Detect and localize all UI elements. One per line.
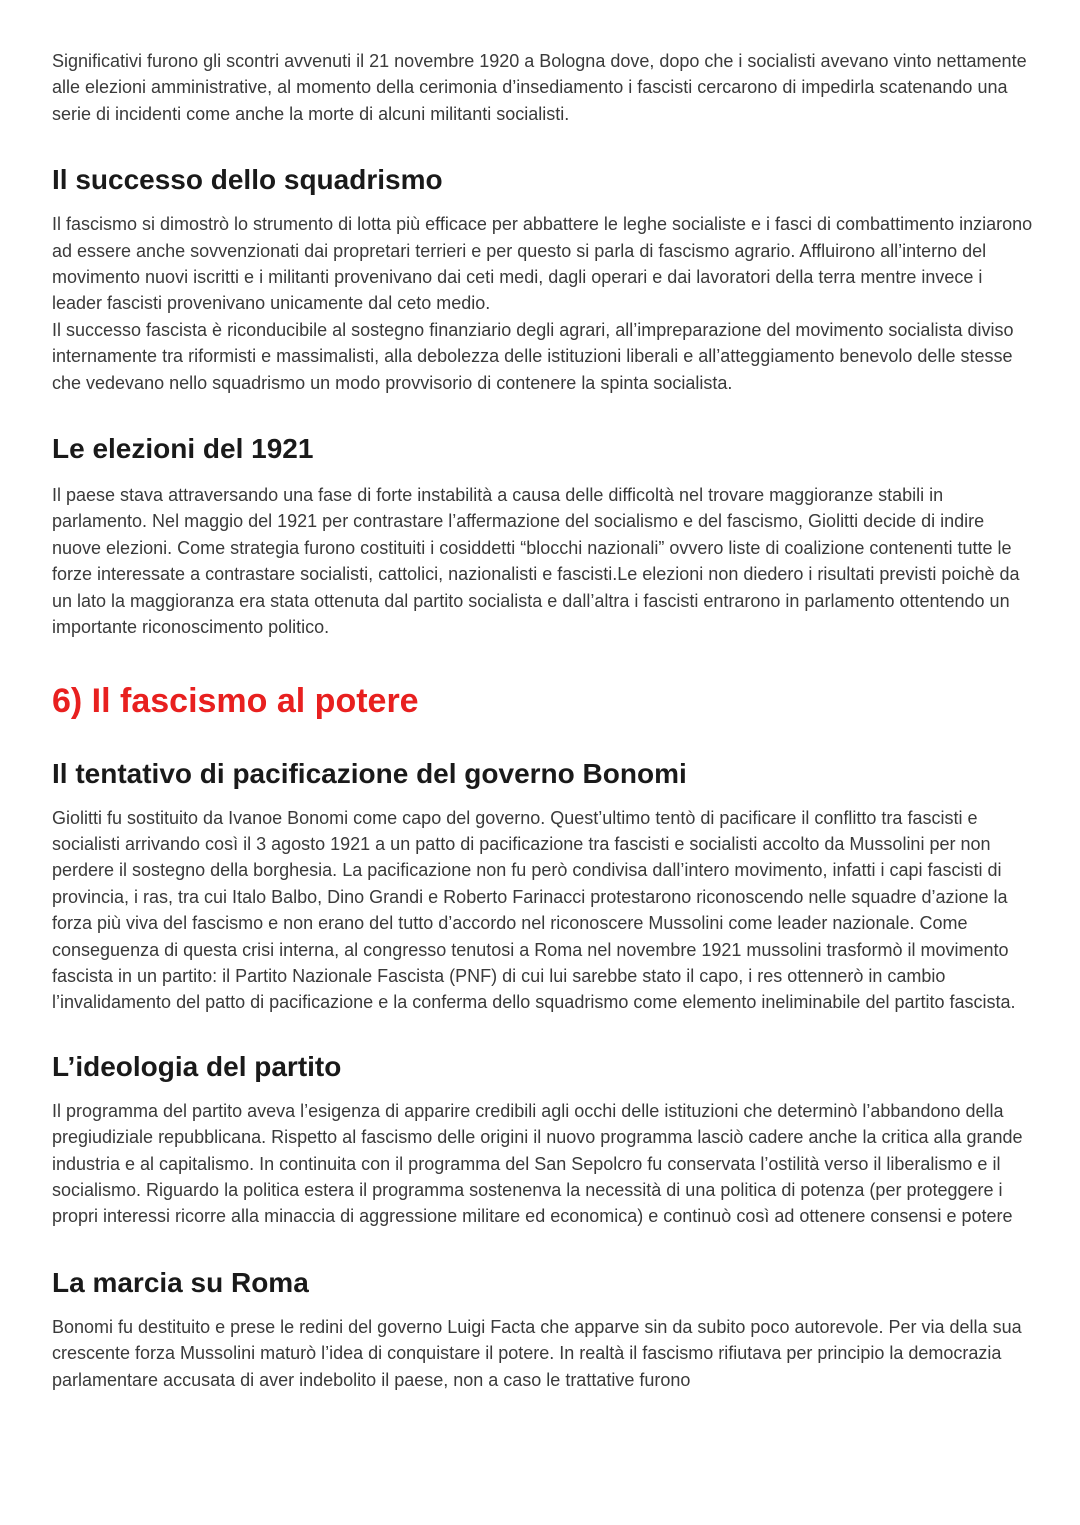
intro-paragraph: Significativi furono gli scontri avvenuti il 21 novembre 1920 a Bologna dove, dopo che i socialisti avevano vinto nettamente alle elezioni amministrative, al momento della cerimonia d’insediamento i fascisti cercarono di impedirla scatenando una serie di incidenti come anche la morte di alcuni militanti socialisti. <box>52 51 1027 124</box>
heading-successo-squadrismo: Il successo dello squadrismo <box>52 164 443 196</box>
chapter-heading: 6) Il fascismo al potere <box>52 681 419 720</box>
heading-marcia-su-roma: La marcia su Roma <box>52 1266 309 1298</box>
heading-governo-bonomi: Il tentativo di pacificazione del governo Bonomi <box>52 757 687 789</box>
elezioni-paragraph: Il paese stava attraversando una fase di forte instabilità a causa delle difficoltà nel trovare maggioranze stabili in parlamento. Nel maggio del 1921 per contrastare l’affermazione del socialismo e del fascismo, Giolitti decide di indire nuove elezioni. Come strategia furono costituiti i cosiddetti “blocchi nazionali” ovvero liste di coalizione contenenti tutte le forze interessate a contrastare socialisti, cattolici, nazionalisti e fascisti.Le elezioni non diedero i risultati previsti poichè da un lato la maggioranza era stata ottenuta dal partito socialista e dall’altra i fascisti entrarono in parlamento ottentendo un importante riconoscimento politico. <box>52 485 1020 638</box>
squadrismo-paragraph-1: Il fascismo si dimostrò lo strumento di lotta più efficace per abbattere le leghe socialiste e i fasci di combattimento inziarono ad essere anche sovvenzionati dai propretari terrieri e per questo si parla di fascismo agrario. Affluirono all’interno del movimento nuovi iscritti e i militanti provenivano dai ceti medi, dagli operari e dai lavoratori della terra mentre invece i leader fascisti provenivano unicamente dal ceto medio. <box>52 214 1033 314</box>
heading-ideologia-partito: L’ideologia del partito <box>52 1050 342 1082</box>
ideologia-paragraph: Il programma del partito aveva l’esigenza di apparire credibili agli occhi delle istituzioni che determinò l’abbandono della pregiudiziale repubblicana. Rispetto al fascismo delle origini il nuovo programma lasciò cadere anche la critica alla grande industria e al capitalismo. In continuita con il programma del San Sepolcro fu conservata l’ostilità verso il liberalismo e il socialismo. Riguardo la politica estera il programma sostenenva la necessità di una politica di potenza (per proteggere i propri interessi ricorre alla minaccia di aggressione militare ed economica) e continuò così ad ottenere consensi e potere <box>52 1100 1023 1227</box>
squadrismo-paragraph-2: Il successo fascista è riconducibile al sostegno finanziario degli agrari, all’impreparazione del movimento socialista diviso internamente tra riformisti e massimalisti, alla debolezza delle istituzioni liberali e all’atteggiamento benevolo delle stesse che vedevano nello squadrismo un modo provvisorio di contenere la spinta socialista. <box>52 319 1014 393</box>
bonomi-paragraph: Giolitti fu sostituito da Ivanoe Bonomi come capo del governo. Quest’ultimo tentò di pacificare il conflitto tra fascisti e socialisti arrivando così il 3 agosto 1921 a un patto di pacificazione tra fascisti e socialisti accolto da Mussolini per non perdere il sostegno della borghesia. La pacificazione non fu però condivisa dall’intero movimento, infatti i capi fascisti di provincia, i ras, tra cui Italo Balbo, Dino Grandi e Roberto Farinacci protestarono riconoscendo nelle squadre d’azione la forza più viva del fascismo e non erano del tutto d’accordo nel riconoscere Mussolini come leader nazionale. Come conseguenza di questa crisi interna, al congresso tenutosi a Roma nel novembre 1921 mussolini trasformò il movimento fascista in un partito: il Partito Nazionale Fascista (PNF) di cui lui sarebbe stato il capo, i res ottennerò in cambio l’invalidamento del patto di pacificazione e la conferma dello squadrismo come elemento ineliminabile del partito fascista. <box>52 807 1016 1013</box>
document-page <box>52 48 1037 1393</box>
heading-elezioni-1921: Le elezioni del 1921 <box>52 433 314 465</box>
marcia-paragraph: Bonomi fu destituito e prese le redini del governo Luigi Facta che apparve sin da subito poco autorevole. Per via della sua crescente forza Mussolini maturò l’idea di conquistare il potere. In realtà il fascismo rifiutava per principio la democrazia parlamentare accusata di aver indebolito il paese, non a caso le trattative furono <box>52 1316 1022 1390</box>
